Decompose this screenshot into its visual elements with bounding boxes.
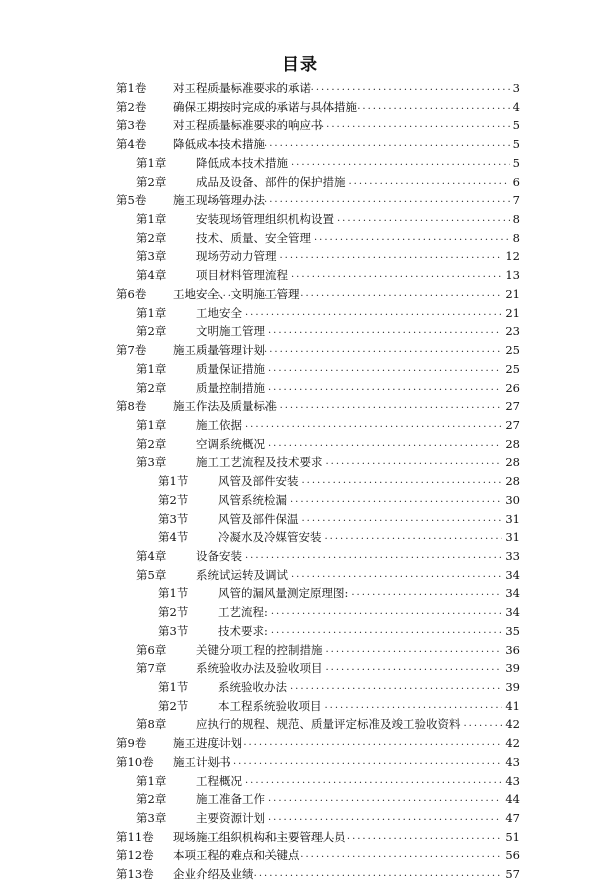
- toc-entry[interactable]: [116, 191, 520, 210]
- toc-entry-title: 质量控制措施: [196, 380, 265, 395]
- toc-entry[interactable]: [116, 285, 520, 304]
- toc-entry-page: 5: [512, 137, 520, 152]
- toc-entry[interactable]: [116, 678, 520, 697]
- toc-entry-page: 41: [505, 698, 520, 713]
- table-of-contents: [116, 79, 520, 884]
- toc-entry[interactable]: [116, 304, 520, 323]
- toc-entry-page: 34: [505, 567, 520, 582]
- toc-entry-title: 施工准备工作: [196, 792, 265, 807]
- toc-entry-title: 企业介绍及业绩: [173, 867, 254, 882]
- toc-entry[interactable]: [116, 659, 520, 678]
- toc-entry[interactable]: [116, 491, 520, 510]
- toc-entry-title: 工艺流程:: [218, 605, 268, 620]
- toc-leader-dots: [326, 659, 503, 678]
- toc-entry-title: 风管及部件安装: [218, 474, 299, 489]
- toc-entry-number: 第2章: [136, 792, 167, 807]
- toc-entry-title: 施工作法及质量标准: [173, 399, 277, 414]
- toc-entry-title: 现场施工组织机构和主要管理人员: [173, 829, 346, 844]
- toc-entry-page: 4: [512, 99, 520, 114]
- toc-entry-number: 第2章: [136, 380, 167, 395]
- toc-entry-number: 第5卷: [116, 193, 147, 208]
- page-title: 目录: [282, 55, 318, 75]
- toc-entry-title: 关键分项工程的控制措施: [196, 642, 323, 657]
- toc-entry-number: 第2节: [158, 605, 189, 620]
- toc-entry-number: 第2章: [136, 230, 167, 245]
- toc-entry-number: 第8卷: [116, 399, 147, 414]
- toc-entry-title: 风管及部件保温: [218, 511, 299, 526]
- toc-entry-number: 第2章: [136, 436, 167, 451]
- toc-entry-title: 施工计划书: [173, 754, 231, 769]
- toc-entry-title: 施工质量管理计划: [173, 343, 265, 358]
- toc-entry-title: 施工依据: [196, 417, 242, 432]
- toc-entry-page: 8: [512, 212, 520, 227]
- toc-entry[interactable]: [116, 772, 520, 791]
- toc-entry-title: 工程概况: [196, 773, 242, 788]
- toc-entry-title: 系统试运转及调试: [196, 567, 288, 582]
- toc-entry-page: 7: [512, 193, 520, 208]
- toc-entry-number: 第3章: [136, 249, 167, 264]
- toc-entry-number: 第1章: [136, 155, 167, 170]
- toc-leader-dots: [268, 790, 502, 809]
- toc-entry[interactable]: [116, 247, 520, 266]
- toc-entry-page: 31: [505, 511, 520, 526]
- toc-entry-title: 工地安全、文明施工管理: [173, 286, 300, 301]
- toc-entry-page: 26: [505, 380, 520, 395]
- toc-entry-title: 风管的漏风量测定原理图:: [218, 586, 349, 601]
- toc-leader-dots: [268, 809, 502, 828]
- toc-leader-dots: [325, 528, 503, 547]
- toc-leader-dots: [271, 622, 502, 641]
- toc-entry-title: 应执行的规程、规范、质量评定标准及竣工验收资料: [196, 717, 461, 732]
- toc-entry-page: 34: [505, 605, 520, 620]
- toc-leader-dots: [326, 453, 503, 472]
- toc-entry-number: 第1节: [158, 586, 189, 601]
- toc-entry-title: 本项工程的难点和关键点: [173, 848, 300, 863]
- toc-entry-title: 空调系统概况: [196, 436, 265, 451]
- toc-entry-page: 28: [505, 436, 520, 451]
- toc-entry[interactable]: [116, 584, 520, 603]
- toc-entry-number: 第1章: [136, 212, 167, 227]
- toc-entry-page: 42: [505, 736, 520, 751]
- toc-entry[interactable]: [116, 229, 520, 248]
- toc-entry-number: 第12卷: [116, 848, 154, 863]
- toc-entry-title: 施工进度计划: [173, 736, 242, 751]
- toc-entry-page: 43: [505, 754, 520, 769]
- toc-entry[interactable]: [116, 828, 520, 847]
- toc-entry-page: 27: [505, 399, 520, 414]
- toc-entry[interactable]: [116, 116, 520, 135]
- toc-leader-dots: [245, 772, 502, 791]
- toc-entry-page: 13: [505, 268, 520, 283]
- toc-entry-page: 44: [505, 792, 520, 807]
- toc-leader-dots: [325, 697, 503, 716]
- toc-entry-number: 第1章: [136, 305, 167, 320]
- toc-entry-number: 第7章: [136, 661, 167, 676]
- toc-entry-title: 技术要求:: [218, 623, 268, 638]
- toc-entry-number: 第5章: [136, 567, 167, 582]
- toc-entry-number: 第4章: [136, 548, 167, 563]
- toc-leader-dots: [290, 678, 502, 697]
- toc-leader-dots: [302, 472, 503, 491]
- toc-entry-title: 质量保证措施: [196, 361, 265, 376]
- toc-entry-page: 28: [505, 455, 520, 470]
- toc-entry[interactable]: [116, 341, 520, 360]
- toc-entry-title: 安装现场管理组织机构设置: [196, 212, 334, 227]
- toc-entry-title: 降低成本技术措施: [173, 137, 265, 152]
- toc-leader-dots: [245, 416, 502, 435]
- toc-leader-dots: [291, 154, 510, 173]
- toc-entry[interactable]: [116, 79, 520, 98]
- toc-entry-page: 28: [505, 474, 520, 489]
- toc-entry-page: 33: [505, 548, 520, 563]
- toc-entry-number: 第1节: [158, 680, 189, 694]
- toc-entry-page: 5: [512, 118, 520, 133]
- toc-entry-number: 第11卷: [116, 829, 154, 844]
- toc-entry-title: 工地安全: [196, 305, 242, 320]
- toc-entry-page: 21: [505, 286, 520, 301]
- toc-entry-number: 第1章: [136, 361, 167, 376]
- toc-entry[interactable]: [116, 865, 520, 884]
- toc-entry-page: 25: [505, 361, 520, 376]
- toc-entry-number: 第2章: [136, 174, 167, 189]
- toc-leader-dots: [271, 603, 502, 622]
- toc-leader-dots: [290, 491, 502, 510]
- toc-entry-number: 第1节: [158, 474, 189, 489]
- toc-entry-title: 技术、质量、安全管理: [196, 230, 311, 245]
- toc-entry-title: 现场劳动力管理: [196, 249, 277, 264]
- toc-entry-title: 降低成本技术措施: [196, 155, 288, 170]
- toc-entry-number: 第13卷: [116, 867, 154, 882]
- toc-entry-page: 21: [505, 305, 520, 320]
- toc-entry[interactable]: [116, 528, 520, 547]
- toc-entry[interactable]: [116, 322, 520, 341]
- toc-entry-number: 第7卷: [116, 343, 147, 358]
- toc-entry-page: 43: [505, 773, 520, 788]
- toc-entry-number: 第3卷: [116, 118, 147, 133]
- toc-entry[interactable]: [116, 753, 520, 772]
- toc-entry-title: 对工程质量标准要求的承诺: [173, 81, 311, 95]
- toc-entry[interactable]: [116, 435, 520, 454]
- toc-entry-number: 第2章: [136, 324, 167, 339]
- toc-entry-page: 39: [505, 661, 520, 676]
- toc-leader-dots: [245, 547, 502, 566]
- toc-entry[interactable]: [116, 173, 520, 192]
- toc-leader-dots: [351, 584, 502, 603]
- toc-entry-title: 文明施工管理: [196, 324, 265, 339]
- toc-leader-dots: [349, 173, 510, 192]
- toc-entry-title: 风管系统检漏: [218, 492, 287, 507]
- toc-entry-page: 31: [505, 530, 520, 545]
- toc-leader-dots: [302, 510, 503, 529]
- toc-entry-title: 确保工期按时完成的承诺与具体措施: [173, 99, 357, 114]
- toc-entry-page: 42: [505, 717, 520, 732]
- toc-entry[interactable]: [116, 453, 520, 472]
- toc-leader-dots: [268, 379, 502, 398]
- toc-leader-dots: [314, 229, 510, 248]
- toc-entry[interactable]: [116, 154, 520, 173]
- toc-entry-page: 3: [512, 81, 520, 95]
- toc-entry-number: 第3节: [158, 623, 189, 638]
- toc-entry-page: 35: [505, 623, 520, 638]
- toc-entry[interactable]: [116, 360, 520, 379]
- toc-entry-page: 47: [505, 811, 520, 826]
- toc-leader-dots: [268, 360, 502, 379]
- toc-entry-number: 第10卷: [116, 754, 154, 769]
- toc-entry[interactable]: [116, 472, 520, 491]
- toc-entry-title: 本工程系统验收项目: [218, 698, 322, 713]
- toc-entry-page: 8: [512, 230, 520, 245]
- toc-entry-page: 34: [505, 586, 520, 601]
- toc-entry-number: 第1章: [136, 417, 167, 432]
- toc-entry-title: 对工程质量标准要求的响应书: [173, 118, 323, 133]
- toc-leader-dots: [337, 210, 510, 229]
- toc-entry-title: 系统验收办法: [218, 680, 287, 694]
- toc-entry[interactable]: [116, 510, 520, 529]
- toc-entry[interactable]: [116, 379, 520, 398]
- toc-entry-number: 第4章: [136, 268, 167, 283]
- toc-entry-page: 12: [505, 249, 520, 264]
- toc-entry[interactable]: [116, 846, 520, 865]
- toc-entry-title: 施工现场管理办法: [173, 193, 265, 208]
- toc-entry-title: 主要资源计划: [196, 811, 265, 826]
- toc-entry[interactable]: [116, 135, 520, 154]
- toc-entry[interactable]: [116, 809, 520, 828]
- toc-entry[interactable]: [116, 603, 520, 622]
- toc-entry-number: 第3章: [136, 811, 167, 826]
- toc-leader-dots: [291, 566, 502, 585]
- toc-entry[interactable]: [116, 416, 520, 435]
- toc-entry[interactable]: [116, 715, 520, 734]
- toc-entry[interactable]: [116, 566, 520, 585]
- toc-entry-number: 第4卷: [116, 137, 147, 152]
- toc-entry-page: 57: [505, 867, 520, 882]
- toc-entry-number: 第1章: [136, 773, 167, 788]
- toc-entry[interactable]: [116, 622, 520, 641]
- toc-entry-number: 第3节: [158, 511, 189, 526]
- toc-entry-number: 第3章: [136, 455, 167, 470]
- toc-entry[interactable]: [116, 397, 520, 416]
- toc-entry-number: 第1卷: [116, 81, 147, 95]
- toc-entry-page: 25: [505, 343, 520, 358]
- toc-entry-number: 第2节: [158, 698, 189, 713]
- toc-entry-number: 第6章: [136, 642, 167, 657]
- toc-entry-number: 第4节: [158, 530, 189, 545]
- toc-entry-page: 6: [512, 174, 520, 189]
- toc-entry-title: 施工工艺流程及技术要求: [196, 455, 323, 470]
- toc-entry-page: 51: [505, 829, 520, 844]
- toc-entry[interactable]: [116, 547, 520, 566]
- toc-entry[interactable]: [116, 734, 520, 753]
- toc-entry-page: 27: [505, 417, 520, 432]
- toc-entry[interactable]: [116, 697, 520, 716]
- toc-entry-title: 成品及设备、部件的保护措施: [196, 174, 346, 189]
- toc-entry-page: 39: [505, 680, 520, 694]
- toc-entry-page: 5: [512, 155, 520, 170]
- toc-entry-page: 30: [505, 492, 520, 507]
- toc-entry-number: 第2卷: [116, 99, 147, 114]
- toc-leader-dots: [268, 322, 502, 341]
- toc-entry-title: 冷凝水及冷媒管安装: [218, 530, 322, 545]
- toc-entry[interactable]: [116, 266, 520, 285]
- toc-entry-number: 第8章: [136, 717, 167, 732]
- toc-leader-dots: [280, 247, 503, 266]
- toc-entry-page: 56: [505, 848, 520, 863]
- toc-entry-title: 系统验收办法及验收项目: [196, 661, 323, 676]
- toc-entry-title: 项目材料管理流程: [196, 268, 288, 283]
- toc-entry[interactable]: [116, 790, 520, 809]
- toc-entry-title: 设备安装: [196, 548, 242, 563]
- toc-entry[interactable]: [116, 641, 520, 660]
- toc-leader-dots: [326, 641, 503, 660]
- toc-leader-dots: [245, 304, 502, 323]
- toc-entry-number: 第6卷: [116, 286, 147, 301]
- toc-entry-number: 第2节: [158, 492, 189, 507]
- toc-entry-page: 36: [505, 642, 520, 657]
- toc-entry-number: 第9卷: [116, 736, 147, 751]
- toc-entry[interactable]: [116, 210, 520, 229]
- toc-entry-page: 23: [505, 324, 520, 339]
- toc-leader-dots: [291, 266, 502, 285]
- toc-leader-dots: [464, 715, 503, 734]
- toc-leader-dots: [268, 435, 502, 454]
- toc-entry[interactable]: [116, 98, 520, 117]
